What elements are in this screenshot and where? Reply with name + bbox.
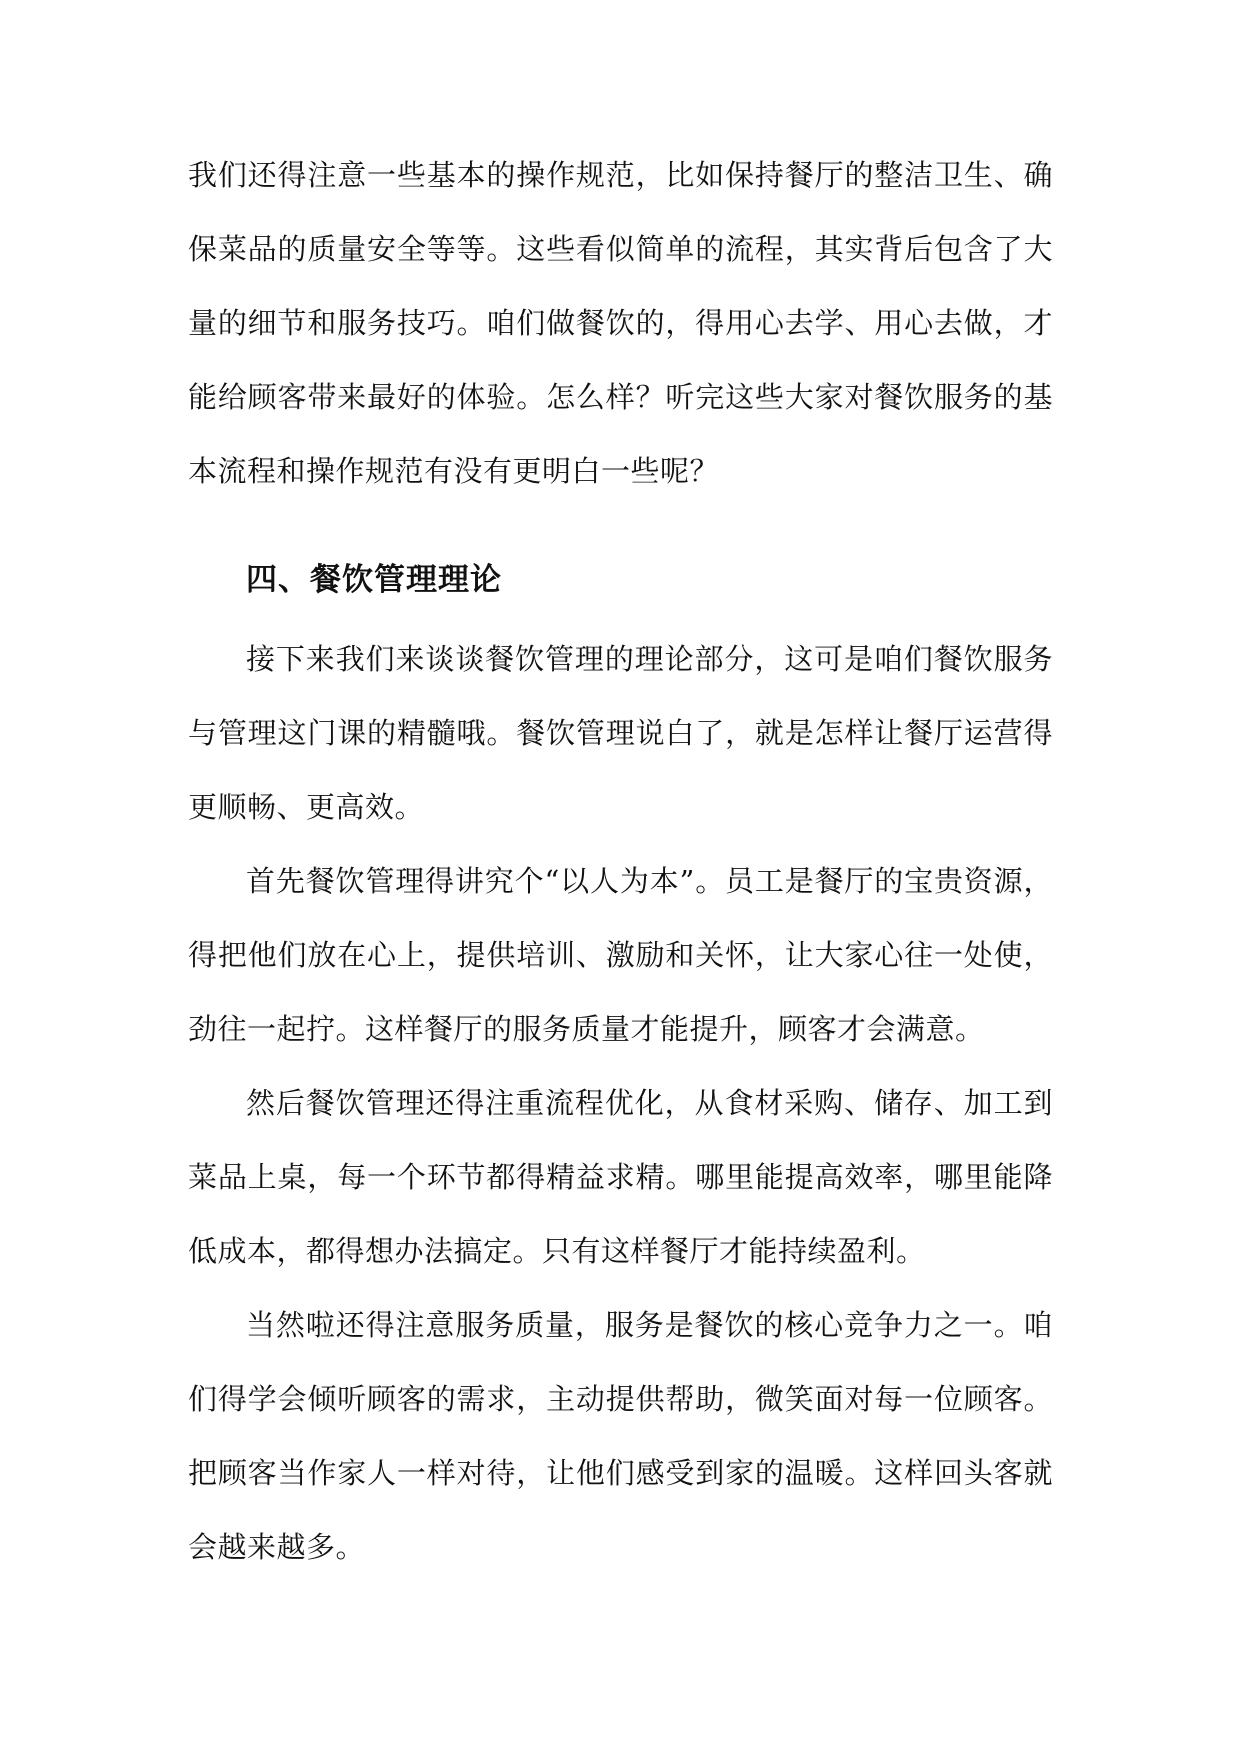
paragraph-process-optimization: 然后餐饮管理还得注重流程优化，从食材采购、储存、加工到菜品上桌，每一个环节都得精益求精。哪里能提高效率，哪里能降低成本，都得想办法搞定。只有这样餐厅才能持续盈利。 [188,1086,1053,1268]
paragraph-people-oriented: 首先餐饮管理得讲究个“以人为本”。员工是餐厅的宝贵资源，得把他们放在心上，提供培训、激励和关怀，让大家心往一处使，劲往一起拧。这样餐厅的服务质量才能提升，顾客才会满意。 [188,864,1053,1046]
section-heading: 四、餐饮管理理论 [246,562,502,598]
paragraph-management-intro: 接下来我们来谈谈餐饮管理的理论部分，这可是咱们餐饮服务与管理这门课的精髓哦。餐饮管理说白了，就是怎样让餐厅运营得更顺畅、更高效。 [188,642,1053,824]
document-body [188,138,1053,1584]
intro-paragraph: 我们还得注意一些基本的操作规范，比如保持餐厅的整洁卫生、确保菜品的质量安全等等。这些看似简单的流程，其实背后包含了大量的细节和服务技巧。咱们做餐饮的，得用心去学、用心去做，才能给顾客带来最好的体验。怎么样？听完这些大家对餐饮服务的基本流程和操作规范有没有更明白一些呢？ [188,158,1053,488]
section-spacer [188,508,1053,538]
paragraph-service-quality: 当然啦还得注意服务质量，服务是餐饮的核心竞争力之一。咱们得学会倾听顾客的需求，主动提供帮助，微笑面对每一位顾客。把顾客当作家人一样对待，让他们感受到家的温暖。这样回头客就会越来越多。 [188,1308,1053,1564]
